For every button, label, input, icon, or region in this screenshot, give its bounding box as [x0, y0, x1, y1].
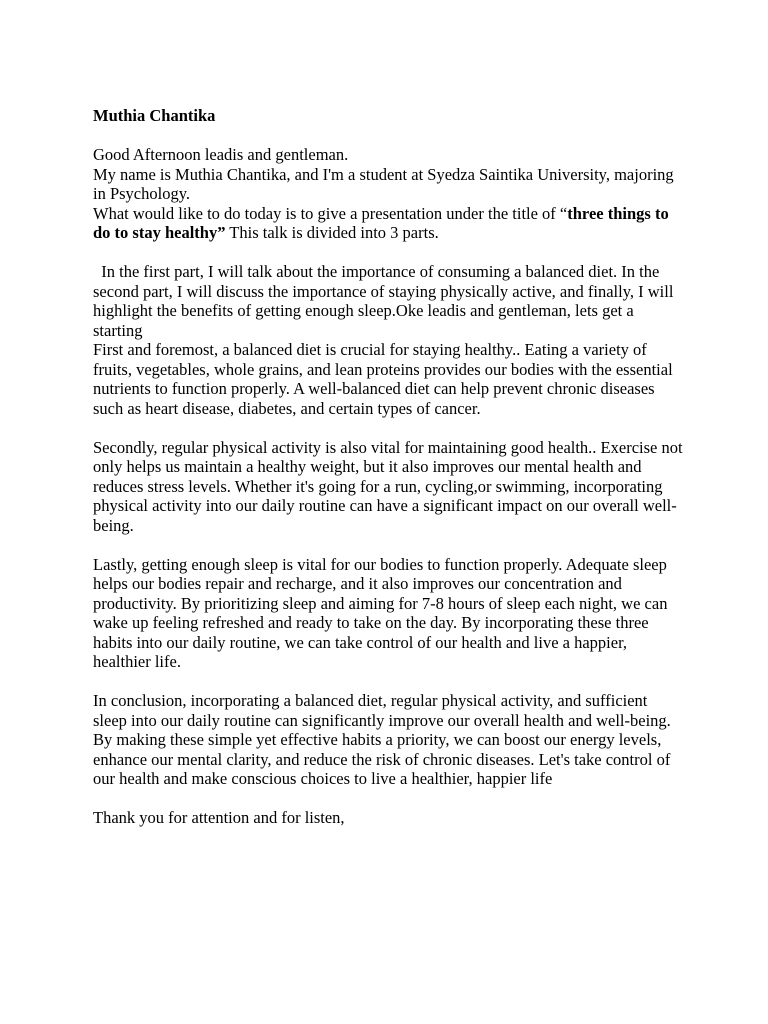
- topic-line: [93, 204, 683, 243]
- topic-title: three things to do to stay healthy”: [93, 203, 669, 242]
- topic-suffix: This talk is divided into 3 parts.: [225, 223, 439, 242]
- conclusion-paragraph: In conclusion, incorporating a balanced diet, regular physical activity, and sufficient sleep into our daily routine can significantly improve our overall health and well-being. By making these simple yet effective habits a priority, we can boost our energy levels, enhance our mental clarity, and reduce the risk of chronic diseases. Let's take control of our health and make conscious choices to live a healthier, happier life: [93, 691, 671, 788]
- greeting-line: Good Afternoon leadis and gentleman.: [93, 145, 349, 164]
- author-name: Muthia Chantika: [93, 106, 216, 125]
- closing-line: Thank you for attention and for listen,: [93, 808, 345, 827]
- outline-paragraph: In the first part, I will talk about the importance of consuming a balanced diet. In the second part, I will discuss the importance of staying physically active, and finally, I will highlight the benefits of getting enough sleep.Oke leadis and gentleman, lets get a starting: [93, 262, 678, 340]
- intro-line: My name is Muthia Chantika, and I'm a student at Syedza Saintika University, majoring in Psychology.: [93, 164, 674, 203]
- activity-paragraph: Secondly, regular physical activity is also vital for maintaining good health.. Exercise not only helps us maintain a healthy weight, but it also improves our mental health and reduces stress levels. Whether it's going for a run, cycling,or swimming, incorporating physical activity into our daily routine can have a significant impact on our overall well-being.: [93, 437, 683, 535]
- topic-prefix: What would like to do today is to give a presentation under the title of “: [93, 203, 568, 223]
- sleep-paragraph: Lastly, getting enough sleep is vital for our bodies to function properly. Adequate sleep helps our bodies repair and recharge, and it also improves our concentration and productivity. By prioritizing sleep and aiming for 7-8 hours of sleep each night, we can wake up feeling refreshed and ready to take on the day. By incorporating these three habits into our daily routine, we can take control of our health and live a happier, healthier life.: [93, 554, 668, 671]
- document-page: [93, 106, 683, 828]
- diet-paragraph: First and foremost, a balanced diet is crucial for staying healthy.. Eating a variety of fruits, vegetables, whole grains, and lean proteins provides our bodies with the essential nutrients to function properly. A well-balanced diet can help prevent chronic diseases such as heart disease, diabetes, and certain types of cancer.: [93, 340, 673, 418]
